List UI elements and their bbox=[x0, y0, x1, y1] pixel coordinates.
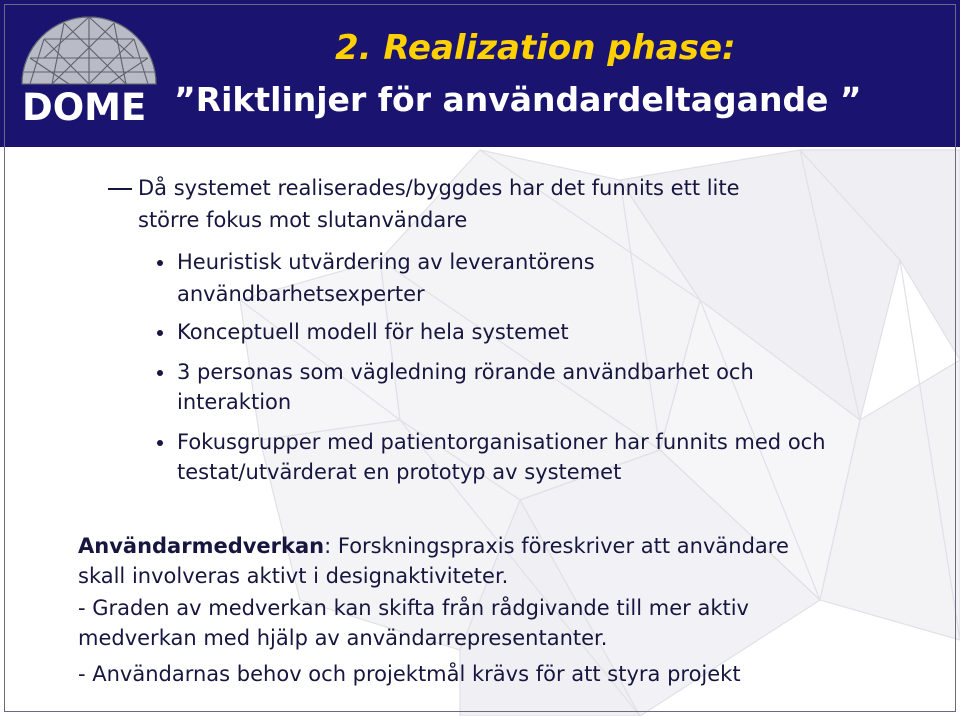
bullet-4-line2: testat/utvärderat en prototyp av systemet bbox=[177, 460, 622, 484]
footer-line5: - Användarnas behov och projektmål krävs för att styra projekt bbox=[78, 662, 741, 686]
intro-text-line1: Då systemet realiserades/byggdes har det funnits ett lite bbox=[138, 176, 740, 200]
bullet-dot bbox=[157, 440, 163, 446]
bullet-1-line1: Heuristisk utvärdering av leverantörens bbox=[177, 250, 595, 274]
bullet-dot bbox=[157, 260, 163, 266]
footer-line1 bbox=[78, 530, 789, 562]
bullet-3-line1: 3 personas som vägledning rörande användbarhet och bbox=[177, 360, 754, 384]
footer-bold-term: Användarmedverkan bbox=[78, 534, 325, 558]
slide-title-main: ”Riktlinjer för användardeltagande ” bbox=[174, 80, 862, 119]
intro-text-line2: större fokus mot slutanvändare bbox=[138, 208, 468, 232]
footer-line2: skall involveras aktivt i designaktiviteter. bbox=[78, 564, 509, 588]
footer-line4: medverkan med hjälp av användarrepresentanter. bbox=[78, 626, 608, 650]
bullet-4-line1: Fokusgrupper med patientorganisationer har funnits med och bbox=[177, 430, 826, 454]
dash-bullet bbox=[108, 188, 132, 190]
footer-line3: - Graden av medverkan kan skifta från rådgivande till mer aktiv bbox=[78, 596, 749, 620]
bullet-1-line2: användbarhetsexperter bbox=[177, 282, 425, 306]
footer-line1-rest: : Forskningspraxis föreskriver att användare bbox=[324, 534, 789, 558]
bullet-2-line1: Konceptuell modell för hela systemet bbox=[177, 320, 569, 344]
logo-text: DOME bbox=[22, 86, 147, 129]
bullet-dot bbox=[157, 370, 163, 376]
bullet-dot bbox=[157, 330, 163, 336]
bullet-3-line2: interaktion bbox=[177, 390, 292, 414]
slide-title-phase: 2. Realization phase: bbox=[335, 28, 736, 68]
